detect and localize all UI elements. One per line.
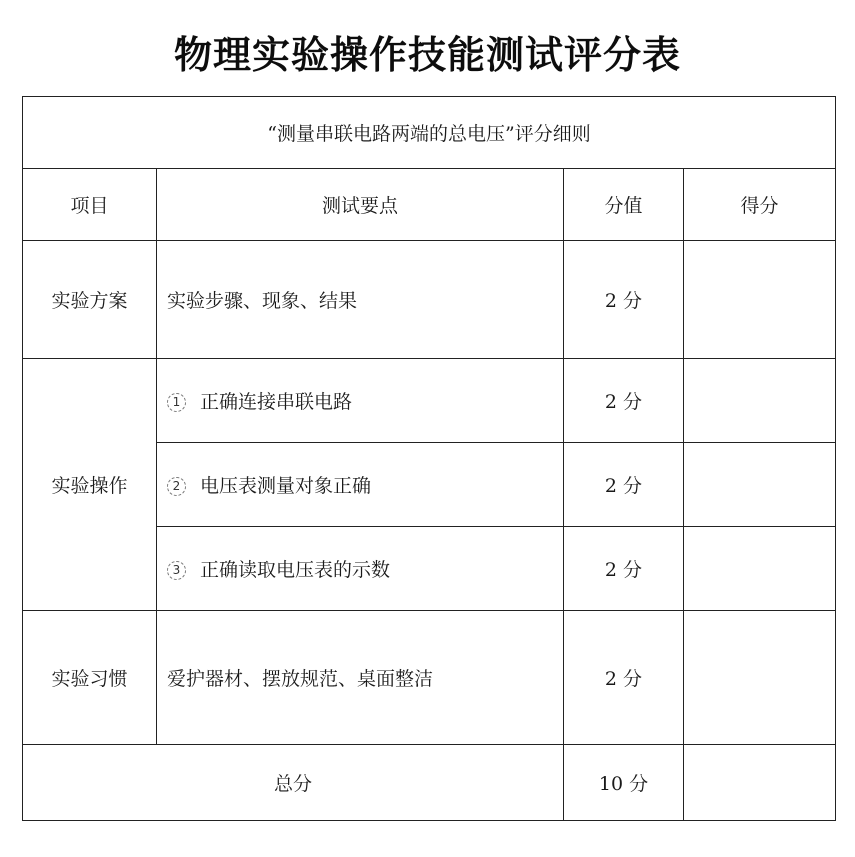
- score-input-cell[interactable]: [684, 241, 836, 359]
- value-cell: 2 分: [564, 359, 684, 443]
- score-table: [22, 96, 836, 821]
- header-item: 项目: [23, 169, 157, 241]
- points-cell: [157, 359, 564, 443]
- score-input-cell[interactable]: [684, 359, 836, 443]
- item-cell: 实验方案: [23, 241, 157, 359]
- points-cell: [157, 443, 564, 527]
- total-value: 10 分: [564, 745, 684, 821]
- table-row: [23, 611, 836, 745]
- points-cell: 爱护器材、摆放规范、桌面整洁: [157, 611, 564, 745]
- item-cell: 实验习惯: [23, 611, 157, 745]
- score-input-cell[interactable]: [684, 611, 836, 745]
- points-text: 电压表测量对象正确: [200, 475, 372, 497]
- header-value: 分值: [564, 169, 684, 241]
- points-text: 正确读取电压表的示数: [200, 559, 391, 581]
- header-score: 得分: [684, 169, 836, 241]
- page-title: 物理实验操作技能测试评分表: [173, 33, 681, 77]
- total-score-input-cell[interactable]: [684, 745, 836, 821]
- score-input-cell[interactable]: [684, 527, 836, 611]
- circled-number-icon: 1: [167, 393, 186, 412]
- circled-number-icon: 2: [167, 477, 186, 496]
- rules-heading: “测量串联电路两端的总电压”评分细则: [23, 97, 836, 169]
- table-row: [23, 241, 836, 359]
- rules-heading-row: [23, 97, 836, 169]
- points-text: 正确连接串联电路: [200, 391, 353, 413]
- value-cell: 2 分: [564, 611, 684, 745]
- total-label: 总分: [23, 745, 564, 821]
- value-cell: 2 分: [564, 527, 684, 611]
- points-cell: [157, 527, 564, 611]
- value-cell: 2 分: [564, 443, 684, 527]
- item-cell: 实验操作: [23, 359, 157, 611]
- header-points: 测试要点: [157, 169, 564, 241]
- points-cell: 实验步骤、现象、结果: [157, 241, 564, 359]
- score-input-cell[interactable]: [684, 443, 836, 527]
- header-row: [23, 169, 836, 241]
- table-row: [23, 359, 836, 443]
- value-cell: 2 分: [564, 241, 684, 359]
- circled-number-icon: 3: [167, 561, 186, 580]
- total-row: [23, 745, 836, 821]
